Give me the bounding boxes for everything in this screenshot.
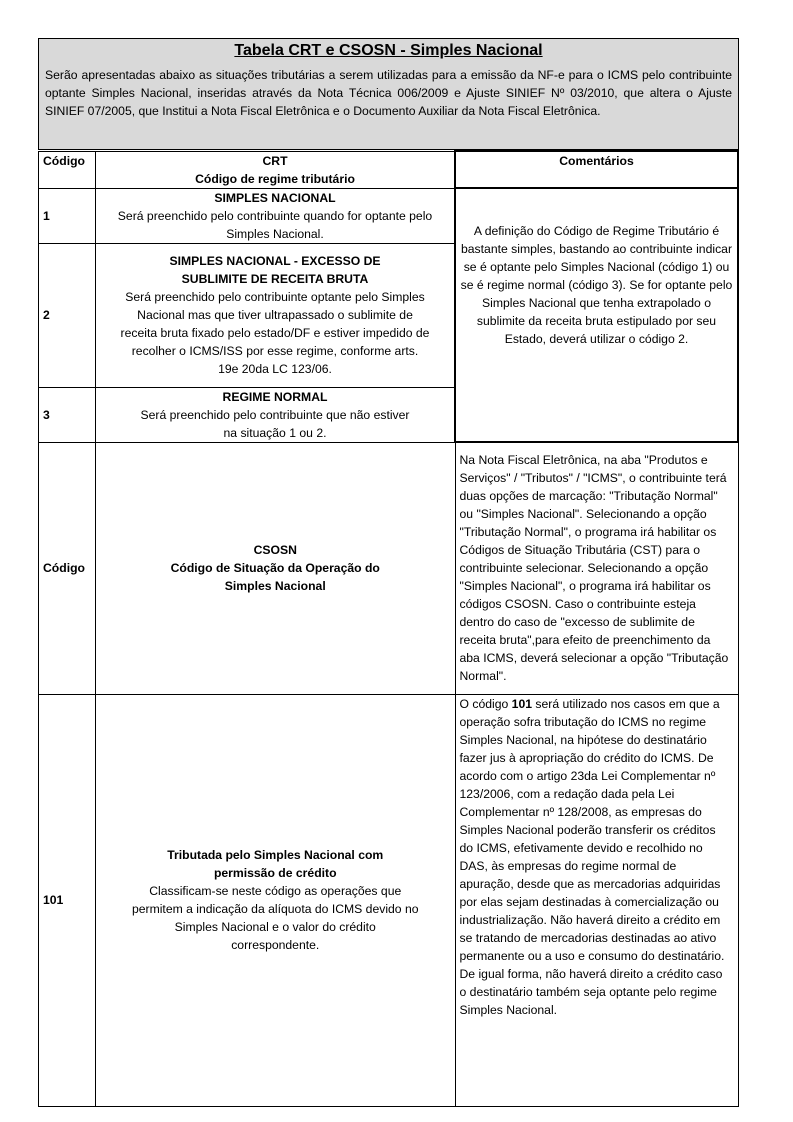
csosn-row-101 xyxy=(39,694,739,1106)
crt-title: REGIME NORMAL xyxy=(222,389,328,404)
col-comments-header: Comentários xyxy=(455,151,738,188)
csosn-row-title: Tributada pelo Simples Nacional com permissão de crédito xyxy=(167,848,384,880)
csosn-row-desc: Classificam-se neste código as operações que permitem a indicação da alíquota do ICMS devido no Simples Nacional e o valor do crédito correspondente. xyxy=(131,884,419,952)
csosn-code-label: Código xyxy=(39,442,96,694)
csosn-title: CSOSN xyxy=(253,543,297,557)
crt-desc: Será preenchido pelo contribuinte optante pelo Simples Nacional mas que tiver ultrapassado o sublimite de receita bruta fixado pelo estado/DF e estiver impedido de recolher o ICMS/ISS por esse regime, conforme arts. 19e 20da LC 123/06. xyxy=(120,290,430,376)
crt-cell xyxy=(96,243,456,387)
csosn-title-cell xyxy=(96,442,456,694)
col-code-header: Código xyxy=(39,151,96,188)
csosn-row-comment xyxy=(455,694,738,1106)
document xyxy=(38,38,739,1107)
csosn-header-row xyxy=(39,442,739,694)
csosn-cell xyxy=(96,694,456,1106)
crt-desc: Será preenchido pelo contribuinte quando for optante pelo Simples Nacional. xyxy=(117,208,433,241)
page-title: Tabela CRT e CSOSN - Simples Nacional xyxy=(234,42,543,59)
crt-code: 1 xyxy=(39,188,96,243)
crt-desc: Será preenchido pelo contribuinte que não estiver na situação 1 ou 2. xyxy=(140,407,410,440)
crt-code: 3 xyxy=(39,387,96,442)
crt-title: SIMPLES NACIONAL - EXCESSO DE SUBLIMITE DE RECEITA BRUTA xyxy=(169,254,381,286)
csosn-comment: Na Nota Fiscal Eletrônica, na aba "Produtos e Serviços" / "Tributos" / "ICMS", o contribuinte terá duas opções de marcação: "Tributação Normal" ou "Simples Nacional". Selecionando a opção "Tributação Normal", o programa irá habilitar os Códigos de Situação Tributária (CST) para o contribuinte selecionar. Selecionando a opção "Simples Nacional", o programa irá habilitar os códigos CSOSN. Caso o contribuinte esteja dentro do caso de "excesso de sublimite de receita bruta",para efeito de preenchimento da aba ICMS, deverá selecionar a opção "Tributação Normal". xyxy=(455,442,738,694)
crt-code: 2 xyxy=(39,243,96,387)
crt-cell xyxy=(96,387,456,442)
crt-row xyxy=(39,188,739,243)
crt-sublabel: Código de regime tributário xyxy=(195,171,355,186)
comment-text-post: será utilizado nos casos em que a operação sofra tributação do ICMS no regime Simples Nacional, na hipótese do destinatário fazer jus à apropriação do crédito do ICMS. De acordo com o artigo 23da Lei Complementar nº 123/2006, com a redação dada pela Lei Complementar nº 128/2008, as empresas do Simples Nacional poderão transferir os créditos do ICMS, efetivamente devido e recolhido no DAS, às empresas do regime normal de apuração, desde que as mercadorias adquiridas por elas sejam destinadas à comercialização ou industrialização. Não haverá direito a crédito em se tratando de mercadorias destinadas ao ativo permanente ou a uso e consumo do destinatário. De igual forma, não haverá direito a crédito caso o destinatário também seja optante pelo regime Simples Nacional. xyxy=(459,696,725,1017)
crt-label: CRT xyxy=(262,153,288,168)
crt-title: SIMPLES NACIONAL xyxy=(214,190,336,205)
crt-table xyxy=(38,150,739,1107)
comment-text-pre: O código xyxy=(459,696,512,711)
intro-text: Serão apresentadas abaixo as situações tributárias a serem utilizadas para a emissão da NF-e para o ICMS pelo contribuinte optante Simples Nacional, inseridas através da Nota Técnica 006/2009 e Ajuste SINIEF Nº 03/2010, que altera o Ajuste SINIEF 07/2005, que Institui a Nota Fiscal Eletrônica e o Documento Auxiliar da Nota Fiscal Eletrônica. xyxy=(45,68,732,118)
crt-cell xyxy=(96,188,456,243)
col-crt-header xyxy=(96,151,456,188)
header-box xyxy=(38,38,739,150)
csosn-subtitle: Código de Situação da Operação do Simples Nacional xyxy=(170,561,380,593)
crt-comment: A definição do Código de Regime Tributário é bastante simples, bastando ao contribuinte indicar se é optante pelo Simples Nacional (código 1) ou se é regime normal (código 3). Se for optante pelo Simples Nacional que tenha extrapolado o sublimite da receita bruta estipulado por seu Estado, deverá utilizar o código 2. xyxy=(455,188,738,442)
csosn-code: 101 xyxy=(39,694,96,1106)
crt-header-row xyxy=(39,151,739,188)
comment-code-bold: 101 xyxy=(511,696,533,711)
